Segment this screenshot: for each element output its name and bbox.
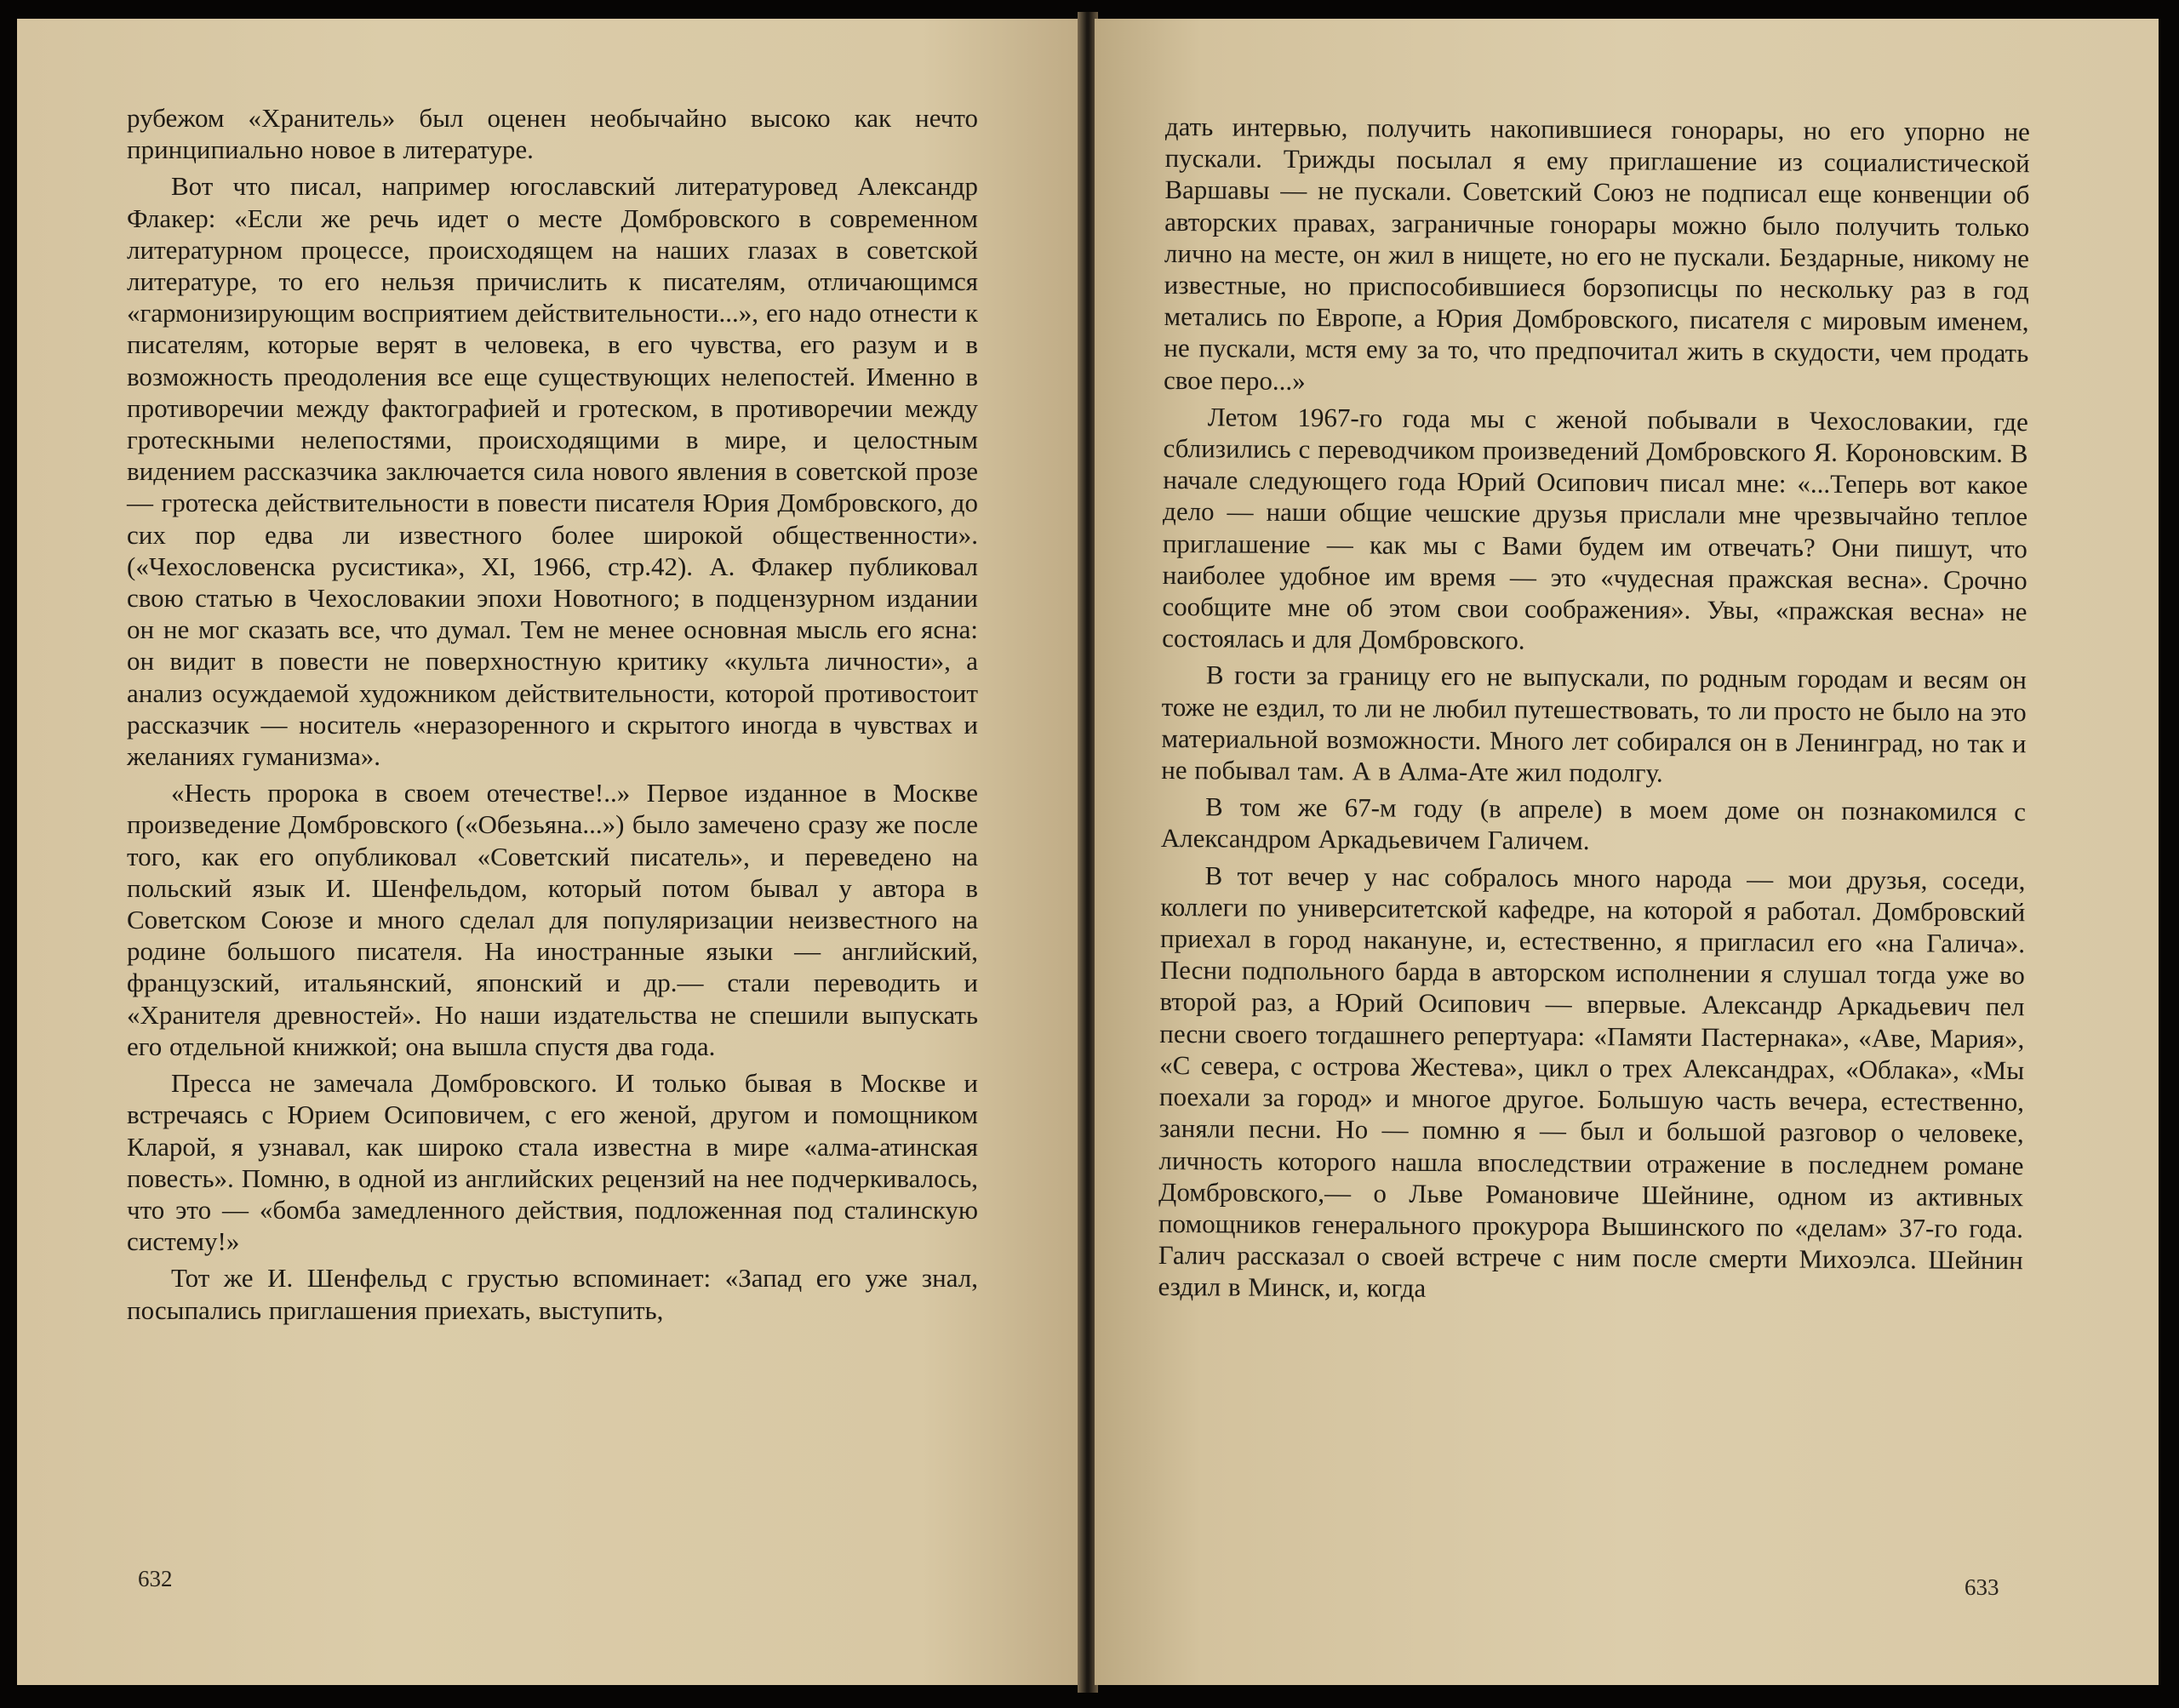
left-paragraph-3: «Несть пророка в своем отечестве!..» Первое изданное в Москве произведение Домбровского («Обезьяна...») было замечено сразу же после того, как его опубликовал «Советский писатель», и переведено на польский язык И. Шенфельдом, который потом бывал у автора в Советском Союзе и много сделал для популяризации неизвестного на родине большого писателя. На иностранные языки — английский, французский, итальянский, японский и др.— стали переводить и «Хранителя древностей». Но наши издательства не спешили выпускать его отдельной книжкой; она вышла спустя два года. — [127, 778, 978, 1061]
left-paragraph-5: Тот же И. Шенфельд с грустью вспоминает: «Запад его уже знал, посыпались приглашения приехать, выступить, — [127, 1263, 978, 1325]
right-page — [1095, 19, 2159, 1685]
right-paragraph-5: В тот вечер у нас собралось много народа — мои друзья, соседи, коллеги по университетской кафедре, на которой я работал. Домбровский приехал в город накануне, и, естественно, я пригласил его «на Галича». Песни подпольного барда в авторском исполнении я слушал тогда уже во второй раз, а Юрий Осипович — впервые. Александр Аркадьевич пел песни своего тогдашнего репертуара: «Памяти Пастернака», «Аве, Мария», «С севера, с острова Жестева», цикл о трех Александрах, «Облака», «Мы поехали за город» и многое другое. Большую часть вечера, естественно, заняли песни. Но — помню я — был и большой разговор о человеке, личность которого нашла впоследствии отражение в последнем романе Домбровского,— о Льве Романовиче Шейнине, одном из активных помощников генерального прокурора Вышинского по «делам» 37-го года. Галич рассказал о своей встрече с ним после смерти Михоэлса. Шейнин ездил в Минск, и, когда — [1158, 860, 2026, 1304]
page-number-left: 632 — [138, 1566, 173, 1591]
right-paragraph-2: Летом 1967-го года мы с женой побывали в Чехословакии, где сблизились с переводчиком произведений Домбровского Я. Короновским. В начале следующего года Юрий Осипович писал мне: «...Теперь вот какое дело — наши общие чешские друзья прислали мне чрезвычайно теплое приглашение — как мы с Вами будем им отвечать? Они пишут, что наиболее удобное им время — это «чудесная пражская весна». Срочно сообщите мне об этом свои соображения». Увы, «пражская весна» не состоялась и для Домбровского. — [1162, 402, 2028, 655]
right-paragraph-3: В гости за границу его не выпускали, по родным городам и весям он тоже не ездил, то ли не любил путешествовать, то ли просто не было на это материальной возможности. Много лет собирался он в Ленинград, но так и не побывал там. А в Алма-Ате жил подолгу. — [1161, 660, 2027, 788]
right-paragraph-1: дать интервью, получить накопившиеся гонорары, но его упорно не пускали. Трижды посылал я ему приглашение из социалистической Варшавы — не пускали. Советский Союз не подписал еще конвенции об авторских правах, заграничные гонорары можно было получить только лично на месте, он жил в нищете, но его не пускали. Бездарные, никому не известные, но приспособившиеся борзописцы по нескольку раз в год метались по Европе, а Юрия Домбровского, писателя с мировым именем, не пускали, мстя ему за то, что предпочитал жить в скудости, чем продать свое перо...» — [1163, 111, 2030, 396]
right-page-text — [1158, 111, 2030, 1313]
left-paragraph-4: Пресса не замечала Домбровского. И только бывая в Москве и встречаясь с Юрием Осиповичем, с его женой, другом и помощником Кларой, я узнавал, как широко стала известна в мире «алма-атинская повесть». Помню, в одной из английских рецензий на нее подчеркивалось, что это — «бомба замедленного действия, подложенная под сталинскую систему!» — [127, 1068, 978, 1257]
left-paragraph-2: Вот что писал, например югославский литературовед Александр Флакер: «Если же речь идет о месте Домбровского в современном литературном процессе, происходящем на наших глазах в советской литературе, то его нельзя причислить к писателям, отличающимся «гармонизирующим восприятием действительности...», его надо отнести к писателям, которые верят в человека, в его чувства, его разум и в возможность преодоления все еще существующих нелепостей. Именно в противоречии между фактографией и гротеском, в противоречии между гротескными нелепостями, происходящими в мире, и целостным видением рассказчика заключается сила нового явления в советской прозе — гротеска действительности в повести писателя Юрия Домбровского, до сих пор едва ли известного более широкой общественности». («Чехословенска русистика», XI, 1966, стр.42). А. Флакер публиковал свою статью в Чехословакии эпохи Новотного; в подцензурном издании он не мог сказать все, что думал. Тем не менее основная мысль его ясна: он видит в повести не поверхностную критику «культа личности», а анализ осуждаемой художником действительности, которой противостоит рассказчик — носитель «неразоренного и скрытого иногда в чувствах и желаниях гуманизма». — [127, 171, 978, 772]
left-paragraph-1: рубежом «Хранитель» был оценен необычайно высоко как нечто принципиально новое в литературе. — [127, 103, 978, 165]
left-page — [17, 19, 1081, 1685]
left-page-text — [127, 102, 978, 1331]
right-paragraph-4: В том же 67-м году (в апреле) в моем доме он познакомился с Александром Аркадьевичем Галичем. — [1160, 791, 2027, 856]
page-number-right: 633 — [1965, 1574, 1999, 1600]
